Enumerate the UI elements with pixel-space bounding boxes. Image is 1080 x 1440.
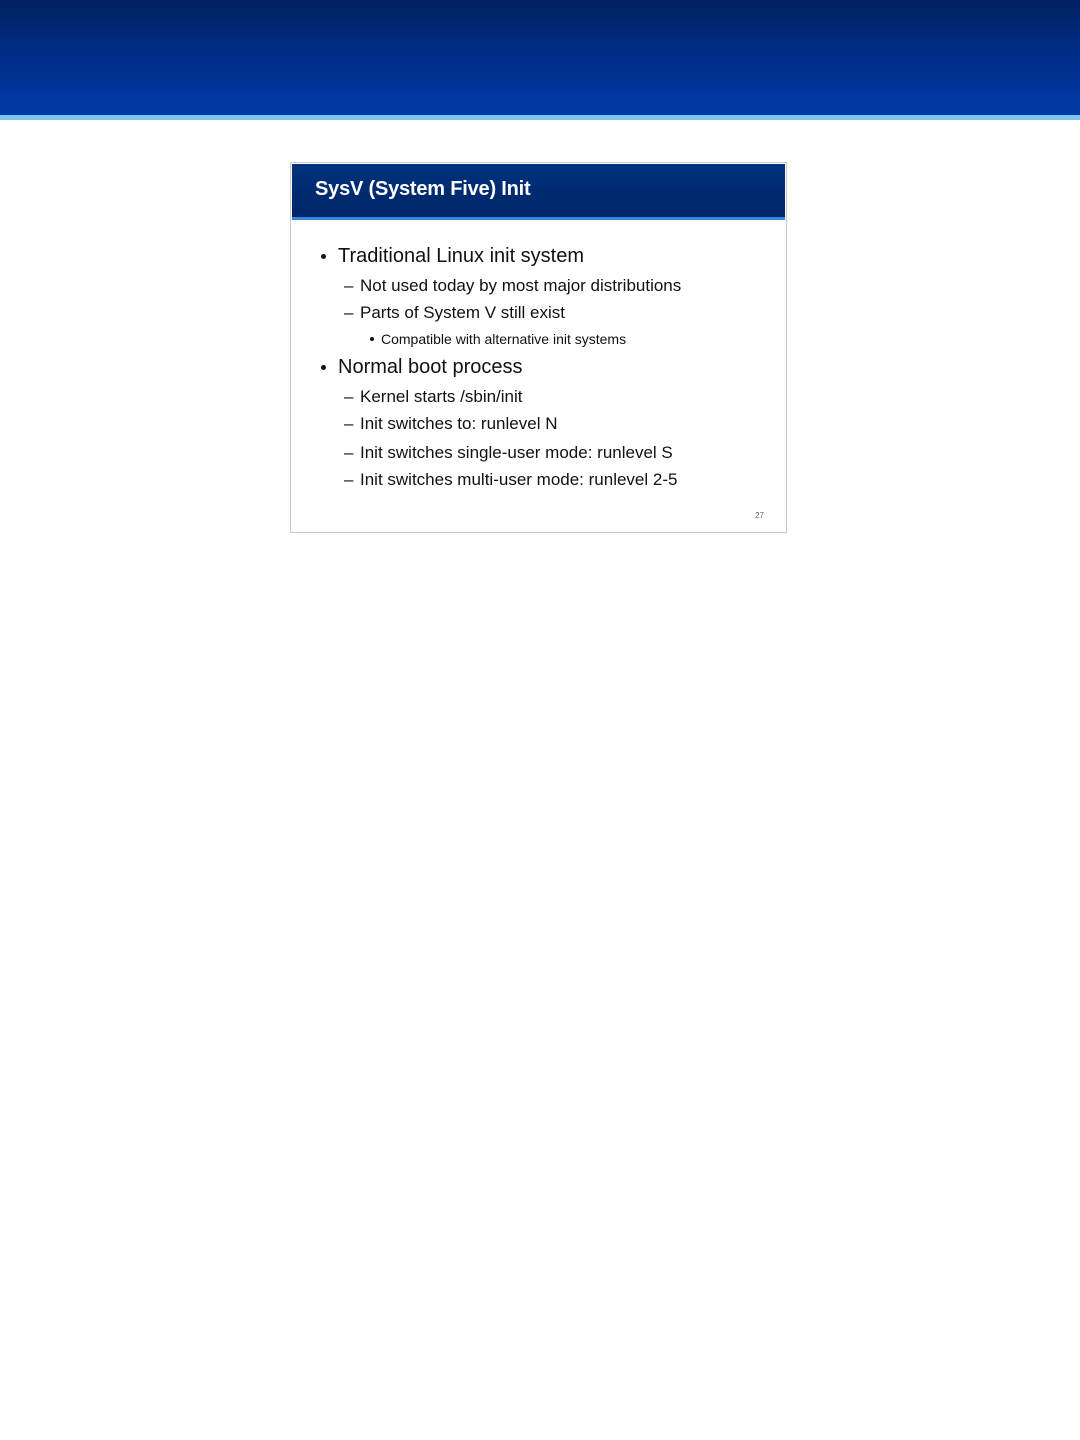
page-header-rule: [0, 115, 1080, 120]
bullet-icon: [370, 337, 374, 341]
bullet-item: Normal boot process: [338, 356, 523, 378]
sub-item: Init switches single-user mode: runlevel S: [360, 443, 673, 462]
sub-sub-item: Compatible with alternative init systems: [381, 331, 627, 347]
bullet-icon: [321, 254, 326, 259]
dash-marker: –: [344, 414, 354, 433]
slide-thumbnail: [290, 162, 787, 533]
slide-number: 27: [755, 511, 764, 520]
dash-marker: –: [344, 303, 354, 322]
sub-item: Kernel starts /sbin/init: [360, 387, 523, 406]
dash-marker: –: [344, 276, 354, 295]
sub-item: Parts of System V still exist: [360, 303, 565, 322]
page-header-banner: [0, 0, 1080, 115]
sub-item: Init switches to: runlevel N: [360, 414, 558, 433]
bullet-icon: [321, 365, 326, 370]
dash-marker: –: [344, 470, 354, 489]
sub-item: Not used today by most major distributions: [360, 276, 682, 295]
dash-marker: –: [344, 443, 354, 462]
slide-title: SysV (System Five) Init: [315, 178, 531, 200]
bullet-item: Traditional Linux init system: [338, 245, 585, 267]
dash-marker: –: [344, 387, 354, 406]
sub-item: Init switches multi-user mode: runlevel 2-5: [360, 470, 678, 489]
slide-body: [291, 163, 786, 532]
